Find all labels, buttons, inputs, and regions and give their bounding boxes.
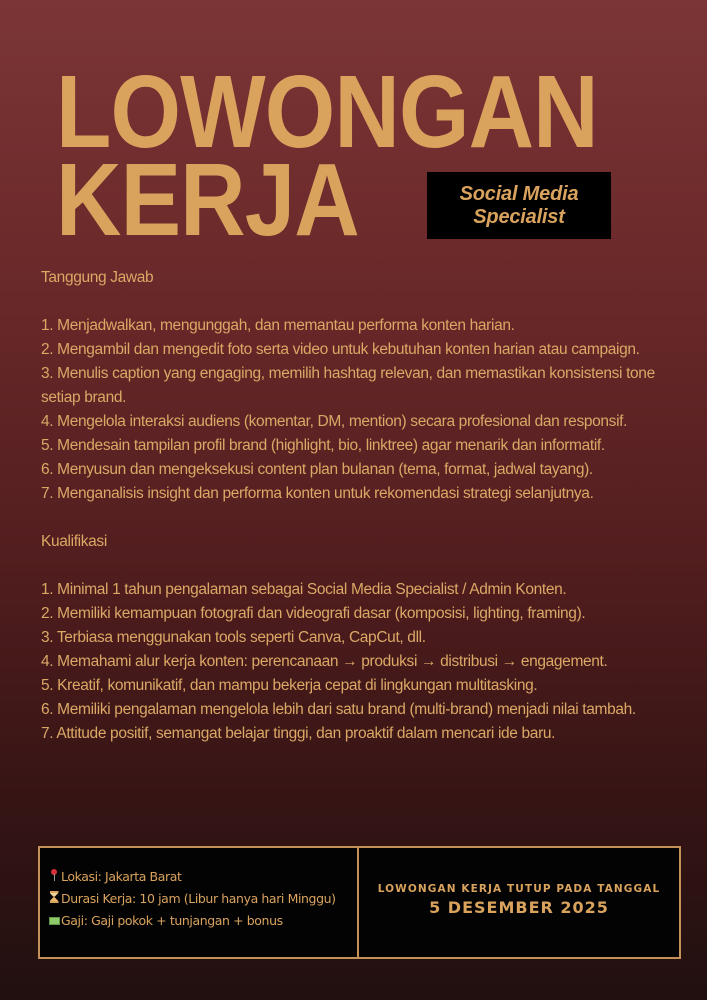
location-row (48, 866, 357, 888)
salary-text: Gaji: Gaji pokok + tunjangan + bonus (61, 913, 283, 928)
list-item: 3. Terbiasa menggunakan tools seperti Canva, CapCut, dll. (41, 629, 426, 646)
spacer (41, 554, 691, 578)
list-item: 2. Memiliki kemampuan fotografi dan videografi dasar (komposisi, lighting, framing). (41, 605, 586, 622)
responsibilities-list (41, 314, 691, 506)
list-item: 5. Kreatif, komunikatif, dan mampu bekerja cepat di lingkungan multitasking. (41, 677, 538, 694)
list-item: 2. Mengambil dan mengedit foto serta video untuk kebutuhan konten harian atau campaign. (41, 341, 640, 358)
location-text: Lokasi: Jakarta Barat (61, 869, 182, 884)
salary-row (48, 910, 357, 932)
info-box (38, 846, 681, 959)
job-description (41, 266, 691, 746)
closing-date-panel (359, 848, 679, 957)
list-item: 7. Menganalisis insight dan performa konten untuk rekomendasi strategi selanjutnya. (41, 485, 594, 502)
position-badge-line-1: Social Media (459, 182, 579, 205)
duration-text: Durasi Kerja: 10 jam (Libur hanya hari Minggu) (61, 891, 336, 906)
list-item: 6. Memiliki pengalaman mengelola lebih dari satu brand (multi-brand) menjadi nilai tambah. (41, 701, 636, 718)
qualifications-list (41, 578, 691, 746)
title-line-1: LOWONGAN (56, 54, 598, 169)
closing-label: LOWONGAN KERJA TUTUP PADA TANGGAL (377, 882, 661, 895)
hourglass-icon (50, 891, 59, 903)
list-item: 7. Attitude positif, semangat belajar tinggi, dan proaktif dalam mencari ide baru. (41, 725, 556, 742)
list-item: 6. Menyusun dan mengeksekusi content plan bulanan (tema, format, jadwal tayang). (41, 461, 593, 478)
spacer (41, 290, 691, 314)
qualifications-heading: Kualifikasi (41, 533, 107, 550)
spacer (41, 506, 691, 530)
list-item: 3. Menulis caption yang engaging, memilih hashtag relevan, dan memastikan konsistensi tone setiap brand. (41, 365, 655, 406)
closing-date: 5 DESEMBER 2025 (429, 897, 609, 917)
list-item: 4. Memahami alur kerja konten: perencanaan → produksi → distribusi → engagement. (41, 653, 608, 670)
responsibilities-heading: Tanggung Jawab (41, 269, 154, 286)
list-item: 4. Mengelola interaksi audiens (komentar, DM, mention) secara profesional dan responsif. (41, 413, 628, 430)
list-item: 1. Menjadwalkan, mengunggah, dan memantau performa konten harian. (41, 317, 515, 334)
list-item: 5. Mendesain tampilan profil brand (highlight, bio, linktree) agar menarik dan informatif. (41, 437, 605, 454)
money-icon (49, 917, 60, 925)
duration-row (48, 888, 357, 910)
position-badge (427, 172, 611, 239)
list-item: 1. Minimal 1 tahun pengalaman sebagai Social Media Specialist / Admin Konten. (41, 581, 567, 598)
pin-icon (50, 869, 58, 881)
job-details (40, 848, 359, 957)
position-badge-line-2: Specialist (473, 205, 565, 228)
title-line-2: KERJA (56, 142, 359, 257)
